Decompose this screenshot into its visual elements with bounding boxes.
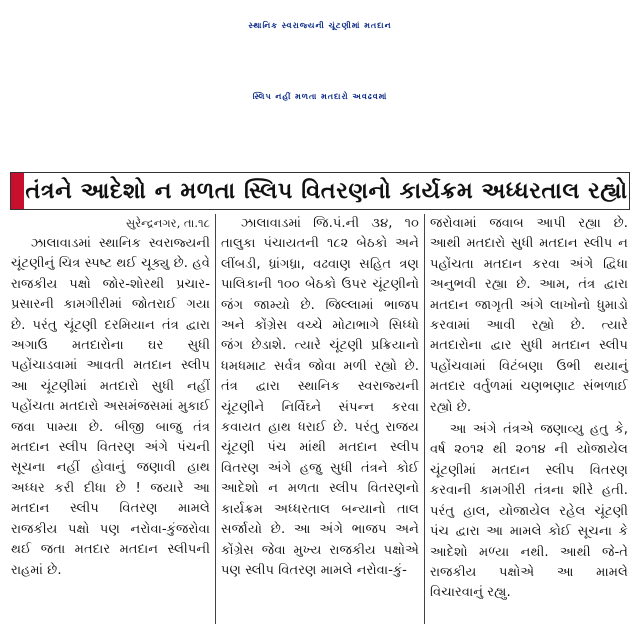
article-column-1: [6, 214, 215, 624]
headline-line-1: સ્થાનિક સ્વરાજ્યની ચૂંટણીમાં મતદાન: [248, 21, 392, 30]
article-paragraph: ઝાલાવાડમાં જિ.પં.ની ૩૪, ૧૦ તાલુકા પંચાયતની ૧૮૨ બેઠકો અને લીંબડી, ધ્રાંગધ્રા, વઢવાણ સહિત ત્રણ પાલિકાની ૧૦૦ બેઠકો ઉપર ચૂંટણીનો જંગ જામ્યો છે. જિલ્લામાં ભાજપ અને કોંગ્રેસ વચ્ચે મોટાભાગે સિધ્ધો જંગ છેડાશે. ત્યારે ચૂંટણી પ્રક્રિયાનો ધમધમાટ સર્વત્ર જોવા મળી રહ્યો છે. તંત્ર દ્વારા સ્થાનિક સ્વરાજ્યની ચૂંટણીને નિર્વિઘ્ને સંપન્ન કરવા કવાયત હાથ ધરાઈ છે. પરંતુ રાજય ચૂંટણી પંચ માંથી મતદાન સ્લીપ વિતરણ અંગે હજુ સુધી તંત્રને કોઈ આદેશો ન મળતા સ્લીપ વિતરણનો કાર્યક્રમ અધ્ધરતાલ બન્યાનો તાલ સર્જાયો છે. આ અંગે ભાજપ અને કોંગ્રેસ જેવા મુખ્ય રાજકીય પક્ષોએ પણ સ્લીપ વિતરણ મામલે નરોવા-કું-: [221, 216, 419, 578]
headline-line-2: સ્લિપ નહીં મળતા મતદારો અવઢવમાં: [252, 92, 388, 101]
subheadline: તંત્રને આદેશો ન મળતા સ્લિપ વિતરણનો કાર્યક્રમ અધ્ધરતાલ રહ્યો: [25, 178, 628, 204]
article-paragraph: આ અંગે તંત્રએ જણાવ્યુ હતુ કે, વર્ષ ૨૦૧૨ થી ૨૦૧૪ ની યોજાયેલ ચૂંટણીમાં મતદાન સ્લીપ વિતરણ કરવાની કામગીરી તંત્રના શીરે હતી. પરંતુ હાલ, યોજાયેલ રહેલ ચૂંટણી પંચ દ્વારા આ મામલે કોઈ સૂચના કે આદેશો મળ્યા નથી. આથી જે-તે રાજકીય પક્ષોએ આ મામલે વિચારવાનું રહ્યુ.: [430, 422, 628, 601]
dateline: સુરેન્દ્રનગર, તા.૧૮: [125, 216, 210, 230]
article-paragraph: ઝાલાવાડમાં સ્થાનિક સ્વરાજ્યની ચૂંટણીનું ચિત્ર સ્પષ્ટ થઈ ચૂક્યુ છે. હવે રાજકીય પક્ષો જોર-શોરથી પ્રચાર-પ્રસારની કામગીરીમાં જોતરાઈ ગયા છે. પરંતુ ચૂંટણી દરમિયાન તંત્ર દ્વારા અગાઉ મતદારોના ઘર સુધી પહોંચાડવામાં આવતી મતદાન સ્લીપ આ ચૂંટણીમાં મતદારો સુધી નહીં પહોંચતા મતદારો અસમંજસમાં મુકાઈ જવા પામ્યા છે. બીજી બાજુ તંત્ર મતદાન સ્લીપ વિતરણ અંગે પંચની સૂચના નહીં હોવાનું જણાવી હાથ અધ્ધર કરી દીધા છે ! જયારે આ મતદાન સ્લીપ વિતરણ મામલે રાજકીય પક્ષો પણ નરોવા-કુંજરોવા થઈ જતા મતદાર મતદાન સ્લીપની રાહમાં છે.: [11, 236, 210, 578]
article-body: [6, 214, 634, 624]
article-column-2: [215, 214, 424, 624]
article-column-3: [424, 214, 633, 624]
accent-bar: [11, 173, 24, 209]
article-paragraph: જરોવામાં જવાબ આપી રહ્યા છે. આથી મતદારો સુધી મતદાન સ્લીપ ન પહોંચતા મતદાન કરવા અંગે દ્વિધા અનુભવી રહ્યા છે. આમ, તંત્ર દ્વારા મતદાન જાગૃતી અંગે લાખોનો ધુમાડો કરવામાં આવી રહ્યો છે. ત્યારે મતદારોના દ્વાર સુધી મતદાન સ્લીપ પહોંચવામાં વિટંબણા ઉભી થયાનું મતદાર વર્તુળમાં ચણભણાટ સંભળાઈ રહ્યો છે.: [430, 216, 628, 415]
subheadline-box: [10, 172, 630, 210]
